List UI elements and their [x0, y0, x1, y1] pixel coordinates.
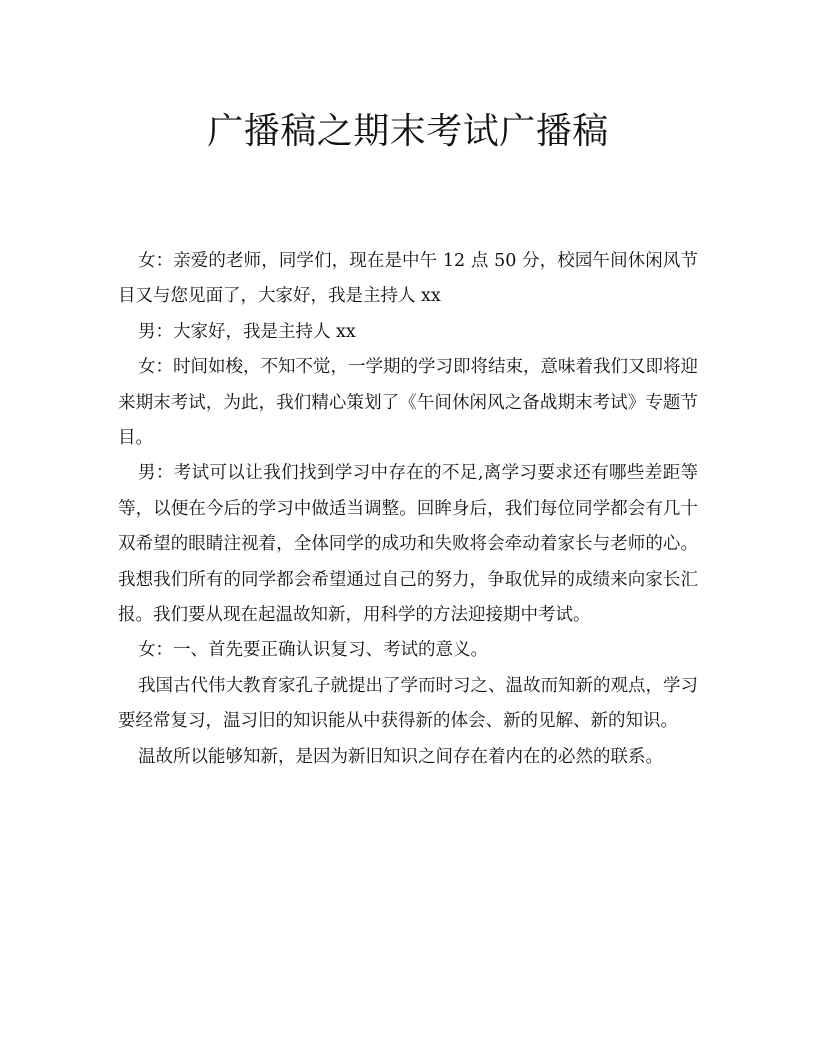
- paragraph-1: 女：亲爱的老师，同学们，现在是中午 12 点 50 分，校园午间休闲风节目又与您见面了，大家好，我是主持人 xx: [118, 251, 698, 307]
- paragraph-7: 温故所以能够知新，是因为新旧知识之间存在着内在的必然的联系。: [138, 746, 663, 767]
- paragraph-6: 我国古代伟大教育家孔子就提出了学而时习之、温故而知新的观点，学习要经常复习，温习旧的知识能从中获得新的体会、新的见解、新的知识。: [118, 675, 698, 732]
- paragraph-3: 女：时间如梭，不知不觉，一学期的学习即将结束，意味着我们又即将迎来期末考试，为此，我们精心策划了《午间休闲风之备战期末考试》专题节目。: [118, 357, 698, 449]
- document-title: 广播稿之期末考试广播稿: [207, 111, 609, 152]
- paragraph-2: 男：大家好，我是主持人 xx: [138, 321, 356, 342]
- paragraph-5: 女：一、首先要正确认识复习、考试的意义。: [138, 640, 488, 661]
- document-body: [118, 244, 698, 775]
- paragraph-4: 男：考试可以让我们找到学习中存在的不足,离学习要求还有哪些差距等等，以便在今后的学习中做适当调整。回眸身后，我们每位同学都会有几十双希望的眼睛注视着，全体同学的成功和失败将会牵动着家长与老师的心。我想我们所有的同学都会希望通过自己的努力，争取优异的成绩来向家长汇报。我们要从现在起温故知新，用科学的方法迎接期中考试。: [118, 463, 698, 626]
